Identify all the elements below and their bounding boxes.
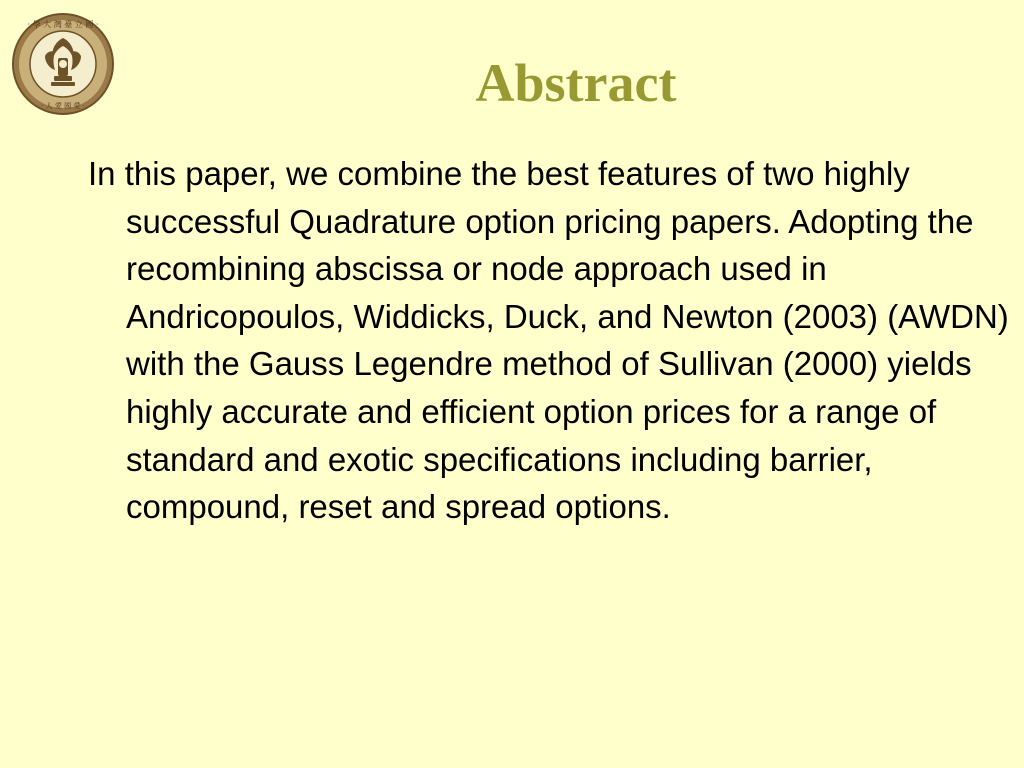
svg-text:· 學 大 灣 臺 立 國 ·: · 學 大 灣 臺 立 國 · (27, 20, 99, 29)
abstract-text: In this paper, we combine the best features of two highly successful Quadrature option pricing papers. Adopting the recombining abscissa or node approach used in Andricopoulos, Widdicks, Duck, and Newton (2003) (AWDN) with the Gauss Legendre method of Sullivan (2000) yields highly accurate and efficient option prices for a range of standard and exotic specifications including barrier, compound, reset and spread options. (88, 155, 1009, 526)
slide-title: Abstract (475, 53, 677, 113)
svg-text:· 人 愛 國 愛 ·: · 人 愛 國 愛 · (41, 102, 85, 110)
